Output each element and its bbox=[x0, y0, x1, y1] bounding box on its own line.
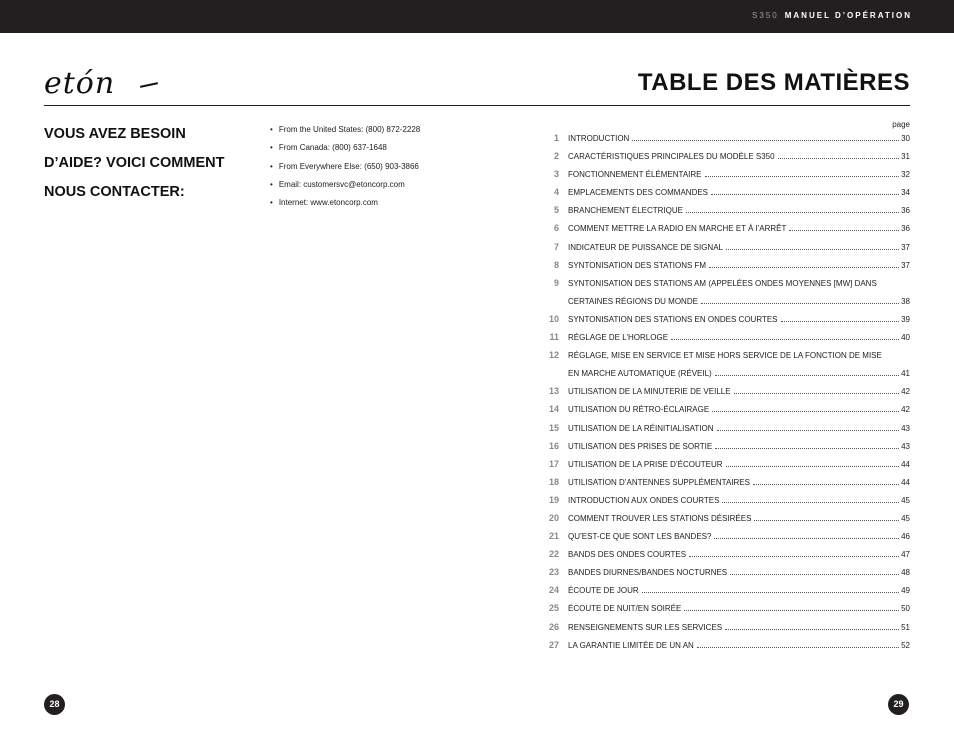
toc-entry bbox=[540, 400, 910, 418]
toc-entry-number: 1 bbox=[553, 133, 559, 143]
toc-entry bbox=[540, 238, 910, 256]
contact-list bbox=[270, 121, 420, 212]
toc-entry-title: INDICATEUR DE PUISSANCE DE SIGNAL bbox=[568, 242, 723, 252]
toc-entry-number: 4 bbox=[553, 187, 559, 198]
toc-entry-number: 2 bbox=[553, 151, 559, 162]
toc-entry bbox=[540, 473, 910, 491]
dot-leader bbox=[753, 484, 899, 485]
page-title: TABLE DES MATIÈRES bbox=[637, 69, 910, 96]
toc-entry bbox=[540, 599, 910, 617]
dot-leader bbox=[726, 249, 899, 250]
dot-leader bbox=[712, 411, 899, 412]
toc-entry bbox=[540, 201, 910, 219]
toc-entry-page: 40 bbox=[901, 333, 910, 343]
toc-entry-number: 24 bbox=[548, 585, 559, 596]
toc-entry bbox=[540, 455, 910, 473]
toc-entry-title: LA GARANTIE LIMITÉE DE UN AN bbox=[568, 640, 694, 650]
page-number-right: 29 bbox=[888, 694, 909, 715]
toc-entry bbox=[540, 310, 910, 328]
dot-leader bbox=[671, 339, 899, 340]
toc-entry-number: 9 bbox=[553, 277, 559, 288]
dot-leader bbox=[726, 466, 900, 467]
toc-entry-number: 12 bbox=[548, 350, 559, 361]
dot-leader bbox=[715, 448, 899, 449]
table-of-contents bbox=[540, 129, 910, 654]
toc-entry-number: 10 bbox=[548, 313, 559, 324]
toc-entry-number: 5 bbox=[553, 205, 559, 216]
page-column-label: page bbox=[892, 120, 910, 129]
toc-entry-page: 32 bbox=[901, 170, 910, 180]
toc-entry-continuation bbox=[540, 292, 910, 310]
toc-entry-title: UTILISATION DE LA PRISE D’ÉCOUTEUR bbox=[568, 459, 723, 469]
toc-entry-page: 36 bbox=[901, 224, 910, 234]
contact-email: • Email: customersvc@etoncorp.com bbox=[270, 176, 420, 194]
dot-leader bbox=[730, 574, 899, 575]
dot-leader bbox=[714, 538, 899, 539]
help-line: VOUS AVEZ BESOIN bbox=[44, 126, 186, 142]
toc-entry-page: 49 bbox=[901, 586, 910, 596]
toc-entry-title: INTRODUCTION AUX ONDES COURTES bbox=[568, 495, 720, 505]
dot-leader bbox=[697, 647, 899, 648]
toc-entry-number: 26 bbox=[548, 621, 559, 632]
toc-entry bbox=[540, 509, 910, 527]
toc-entry-title: BANDES DIURNES/BANDES NOCTURNES bbox=[568, 568, 728, 578]
toc-entry bbox=[540, 256, 910, 274]
toc-entry-page: 45 bbox=[901, 513, 910, 523]
toc-entry bbox=[540, 563, 910, 581]
toc-entry-number: 27 bbox=[548, 639, 559, 650]
toc-entry-title: ÉCOUTE DE NUIT/EN SOIRÉE bbox=[568, 604, 682, 614]
toc-entry-page: 51 bbox=[901, 622, 910, 632]
toc-entry-number: 21 bbox=[548, 531, 559, 542]
toc-entry bbox=[540, 491, 910, 509]
dot-leader bbox=[705, 176, 900, 177]
logo-swash bbox=[140, 82, 158, 88]
toc-entry-title: BANDS DES ONDES COURTES bbox=[568, 550, 687, 560]
logo-text: etón bbox=[44, 66, 116, 101]
help-line: D’AIDE? VOICI COMMENT bbox=[44, 155, 225, 171]
toc-entry bbox=[540, 274, 910, 292]
toc-entry-page: 50 bbox=[901, 604, 910, 614]
toc-entry bbox=[540, 346, 910, 364]
toc-entry bbox=[540, 165, 910, 183]
toc-entry bbox=[540, 382, 910, 400]
dot-leader bbox=[722, 502, 899, 503]
toc-entry bbox=[540, 147, 910, 165]
dot-leader bbox=[684, 610, 899, 611]
toc-entry-title: UTILISATION D’ANTENNES SUPPLÉMENTAIRES bbox=[568, 477, 750, 487]
toc-entry-title: EMPLACEMENTS DES COMMANDES bbox=[568, 188, 709, 198]
toc-entry-page: 38 bbox=[901, 296, 910, 306]
toc-entry bbox=[540, 219, 910, 237]
contact-canada-phone: • From Canada: (800) 637-1648 bbox=[270, 139, 420, 157]
toc-entry-title: COMMENT TROUVER LES STATIONS DÉSIRÉES bbox=[568, 513, 752, 523]
toc-entry-number: 17 bbox=[548, 458, 559, 469]
page-number-left: 28 bbox=[44, 694, 65, 715]
toc-entry-page: 31 bbox=[901, 152, 910, 162]
dot-leader bbox=[725, 629, 899, 630]
help-line: NOUS CONTACTER: bbox=[44, 184, 185, 200]
toc-entry-page: 42 bbox=[901, 405, 910, 415]
toc-entry bbox=[540, 581, 910, 599]
dot-leader bbox=[632, 140, 899, 141]
toc-entry-title: RENSEIGNEMENTS SUR LES SERVICES bbox=[568, 622, 723, 632]
toc-entry-page: 34 bbox=[901, 188, 910, 198]
manual-name: MANUEL D’OPÉRATION bbox=[784, 11, 912, 20]
toc-entry-title: BRANCHEMENT ÉLECTRIQUE bbox=[568, 206, 683, 216]
toc-entry-title: COMMENT METTRE LA RADIO EN MARCHE ET À l’ARRÊT bbox=[568, 224, 787, 234]
toc-entry-title: INTRODUCTION bbox=[568, 134, 630, 143]
toc-entry-title: QU’EST-CE QUE SONT LES BANDES? bbox=[568, 532, 712, 542]
dot-leader bbox=[715, 375, 899, 376]
toc-entry-page: 43 bbox=[901, 423, 910, 433]
toc-entry-number: 23 bbox=[548, 567, 559, 578]
toc-entry-title: RÉGLAGE, MISE EN SERVICE ET MISE HORS SERVICE DE LA FONCTION DE MISE bbox=[568, 351, 882, 361]
toc-entry-number: 19 bbox=[548, 494, 559, 505]
header-bar bbox=[0, 0, 954, 33]
toc-entry bbox=[540, 129, 910, 147]
toc-entry bbox=[540, 545, 910, 563]
toc-entry-title: UTILISATION DE LA MINUTERIE DE VEILLE bbox=[568, 387, 731, 397]
toc-entry-title: ÉCOUTE DE JOUR bbox=[568, 586, 639, 596]
contact-website: • Internet: www.etoncorp.com bbox=[270, 194, 420, 212]
dot-leader bbox=[754, 520, 899, 521]
toc-entry bbox=[540, 183, 910, 201]
toc-entry-page: 52 bbox=[901, 640, 910, 650]
toc-entry-number: 3 bbox=[553, 169, 559, 180]
dot-leader bbox=[711, 194, 899, 195]
contact-intl-phone: • From Everywhere Else: (650) 903-3866 bbox=[270, 158, 420, 176]
dot-leader bbox=[642, 592, 899, 593]
dot-leader bbox=[789, 230, 899, 231]
dot-leader bbox=[781, 321, 900, 322]
toc-entry-page: 47 bbox=[901, 550, 910, 560]
toc-entry-title-cont: CERTAINES RÉGIONS DU MONDE bbox=[568, 296, 698, 306]
toc-entry-page: 44 bbox=[901, 477, 910, 487]
dot-leader bbox=[686, 212, 899, 213]
toc-entry-title: FONCTIONNEMENT ÉLÉMENTAIRE bbox=[568, 170, 702, 180]
toc-entry bbox=[540, 328, 910, 346]
toc-entry bbox=[540, 419, 910, 437]
toc-entry-number: 16 bbox=[548, 440, 559, 451]
toc-entry-number: 15 bbox=[548, 422, 559, 433]
toc-entry-page: 46 bbox=[901, 532, 910, 542]
toc-entry-number: 18 bbox=[548, 476, 559, 487]
toc-entry-number: 8 bbox=[553, 259, 559, 270]
toc-entry-page: 42 bbox=[901, 387, 910, 397]
dot-leader bbox=[701, 303, 899, 304]
dot-leader bbox=[689, 556, 899, 557]
toc-entry-number: 6 bbox=[553, 223, 559, 234]
toc-entry-continuation bbox=[540, 364, 910, 382]
toc-entry bbox=[540, 437, 910, 455]
toc-entry-number: 11 bbox=[549, 332, 559, 343]
toc-entry-title: SYNTONISATION DES STATIONS FM bbox=[568, 260, 707, 270]
toc-entry-number: 20 bbox=[548, 512, 559, 523]
toc-entry-page: 37 bbox=[901, 242, 910, 252]
toc-entry-page: 39 bbox=[901, 314, 910, 324]
toc-entry-page: 37 bbox=[901, 260, 910, 270]
toc-entry-title: CARACTÉRISTIQUES PRINCIPALES DU MODÈLE S350 bbox=[568, 152, 775, 162]
dot-leader bbox=[778, 158, 900, 159]
toc-entry-page: 44 bbox=[901, 459, 910, 469]
toc-entry-page: 41 bbox=[901, 369, 910, 379]
toc-entry-page: 30 bbox=[901, 134, 910, 143]
toc-entry bbox=[540, 618, 910, 636]
toc-entry-number: 7 bbox=[553, 241, 559, 252]
toc-entry-title: UTILISATION DE LA RÉINITIALISATION bbox=[568, 423, 714, 433]
dot-leader bbox=[717, 430, 900, 431]
toc-entry-number: 13 bbox=[548, 386, 559, 397]
toc-entry-number: 14 bbox=[548, 404, 559, 415]
toc-entry-title-cont: EN MARCHE AUTOMATIQUE (RÉVEIL) bbox=[568, 369, 712, 379]
running-header bbox=[752, 11, 912, 20]
model-name: S350 bbox=[752, 11, 779, 20]
toc-entry bbox=[540, 636, 910, 654]
toc-entry-page: 36 bbox=[901, 206, 910, 216]
toc-entry-title: SYNTONISATION DES STATIONS AM (APPELÉES ONDES MOYENNES [MW] DANS bbox=[568, 278, 877, 288]
eton-logo bbox=[44, 66, 115, 101]
toc-entry-title: UTILISATION DES PRISES DE SORTIE bbox=[568, 441, 713, 451]
dot-leader bbox=[709, 267, 899, 268]
toc-entry-title: RÉGLAGE DE L’HORLOGE bbox=[568, 333, 669, 343]
toc-entry-title: UTILISATION DU RÉTRO-ÉCLAIRAGE bbox=[568, 405, 710, 415]
toc-entry-title: SYNTONISATION DES STATIONS EN ONDES COURTES bbox=[568, 314, 778, 324]
toc-entry bbox=[540, 527, 910, 545]
help-heading bbox=[44, 120, 254, 207]
divider bbox=[44, 105, 910, 106]
toc-entry-page: 45 bbox=[901, 495, 910, 505]
toc-entry-page: 48 bbox=[901, 568, 910, 578]
toc-entry-number: 25 bbox=[548, 603, 559, 614]
toc-entry-page: 43 bbox=[901, 441, 910, 451]
toc-entry-number: 22 bbox=[548, 549, 559, 560]
dot-leader bbox=[734, 393, 900, 394]
contact-us-phone: • From the United States: (800) 872-2228 bbox=[270, 121, 420, 139]
